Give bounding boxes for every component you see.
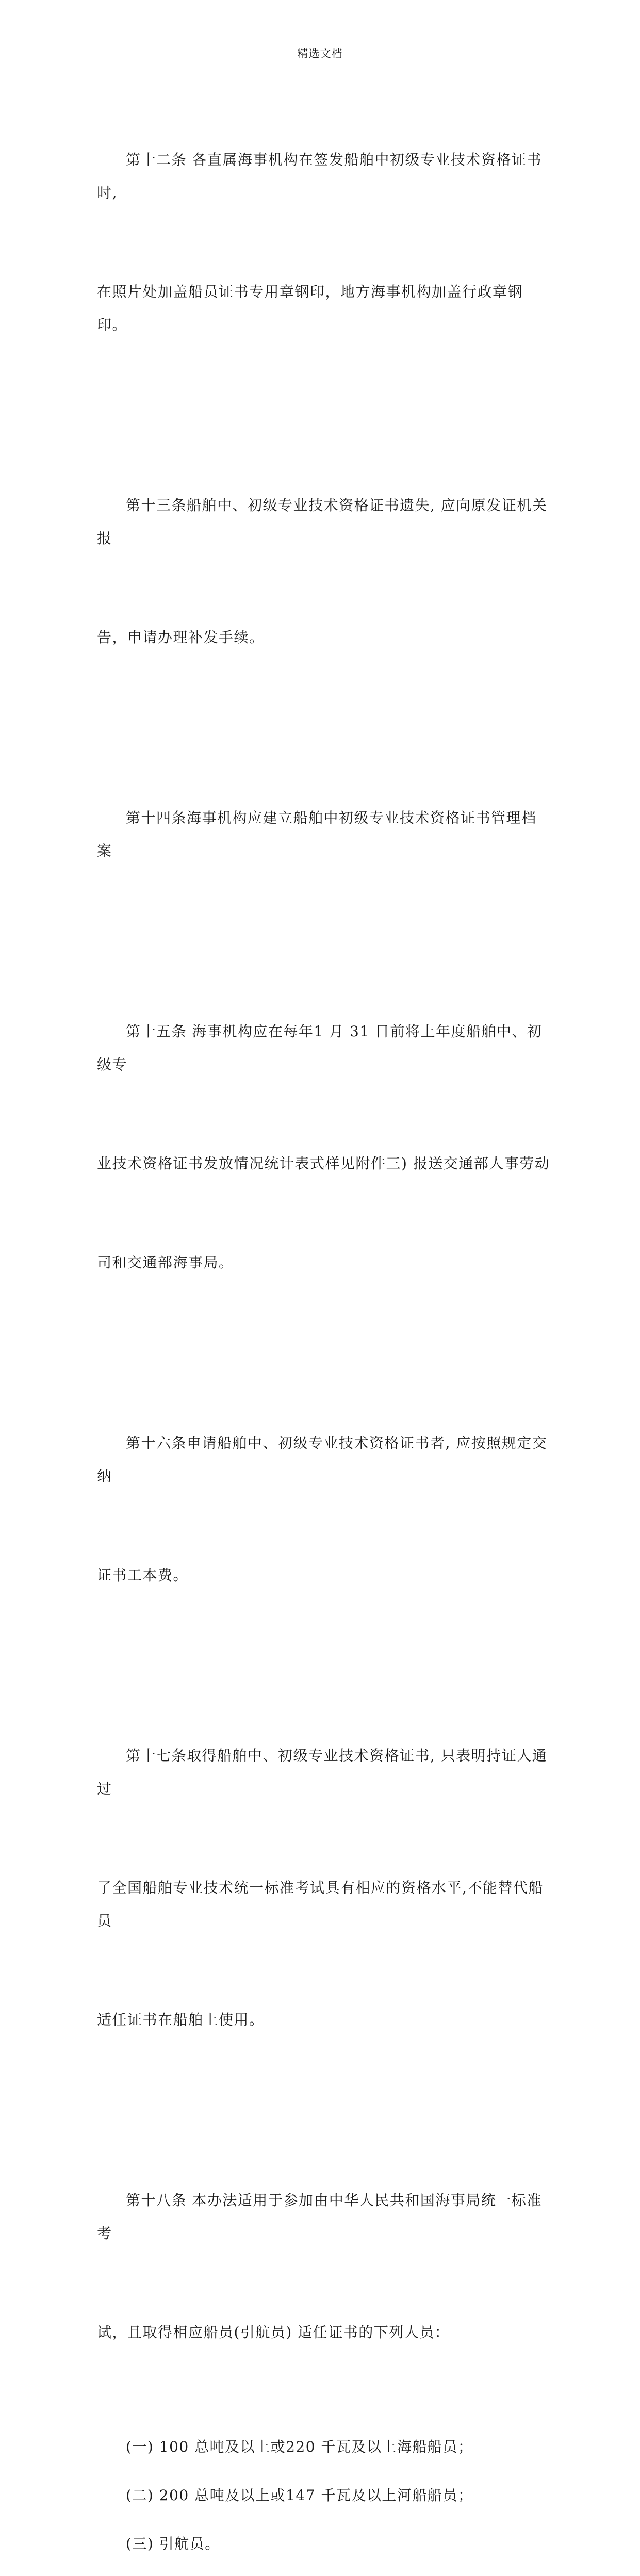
list-item: (一) 100 总吨及以上或220 千瓦及以上海船船员； <box>126 2438 473 2455</box>
article-13 <box>97 423 551 720</box>
text-line: 司和交通部海事局。 <box>97 1254 234 1271</box>
page-header: 精选文档 <box>297 47 343 60</box>
text-line: 告，申请办理补发手续。 <box>97 629 265 646</box>
article-14 <box>97 736 551 934</box>
text-line: 证书工本费。 <box>97 1567 189 1584</box>
list-item: (三) 引航员。 <box>126 2535 220 2552</box>
text-line: 第十五条 海事机构应在每年1 月 31 日前将上年度船舶中、初级专 <box>97 1023 543 1073</box>
text-line: 业技术资格证书发放情况统计表式样见附件三) 报送交通部人事劳动 <box>97 1155 550 1172</box>
text-line: 适任证书在船舶上使用。 <box>97 2011 265 2028</box>
article-12 <box>97 77 551 407</box>
text-line: 第十三条船舶中、初级专业技术资格证书遗失, 应向原发证机关报 <box>97 497 548 547</box>
article-18 <box>97 2118 551 2415</box>
text-line: 第十二条 各直属海事机构在签发船舶中初级专业技术资格证书时, <box>97 151 542 201</box>
text-line: 在照片处加盖船员证书专用章钢印，地方海事机构加盖行政章钢印。 <box>97 283 523 333</box>
article-16 <box>97 1361 551 1658</box>
text-line: 了全国船舶专业技术统一标准考试具有相应的资格水平,不能替代船员 <box>97 1879 544 1929</box>
text-line: 第十八条 本办法适用于参加由中华人民共和国海事局统一标准考 <box>97 2192 542 2242</box>
article-15 <box>97 949 551 1345</box>
text-line: 第十七条取得船舶中、初级专业技术资格证书, 只表明持证人通过 <box>97 1747 548 1797</box>
text-line: 第十四条海事机构应建立船舶中初级专业技术资格证书管理档案 <box>97 809 537 859</box>
document-body <box>97 77 551 2576</box>
text-line: 试，且取得相应船员(引航员) 适任证书的下列人员： <box>97 2324 450 2341</box>
text-line: 第十六条申请船舶中、初级专业技术资格证书者, 应按照规定交纳 <box>97 1434 548 1485</box>
article-17 <box>97 1673 551 2102</box>
list-item: (二) 200 总吨及以上或147 千瓦及以上河船船员； <box>126 2487 473 2504</box>
